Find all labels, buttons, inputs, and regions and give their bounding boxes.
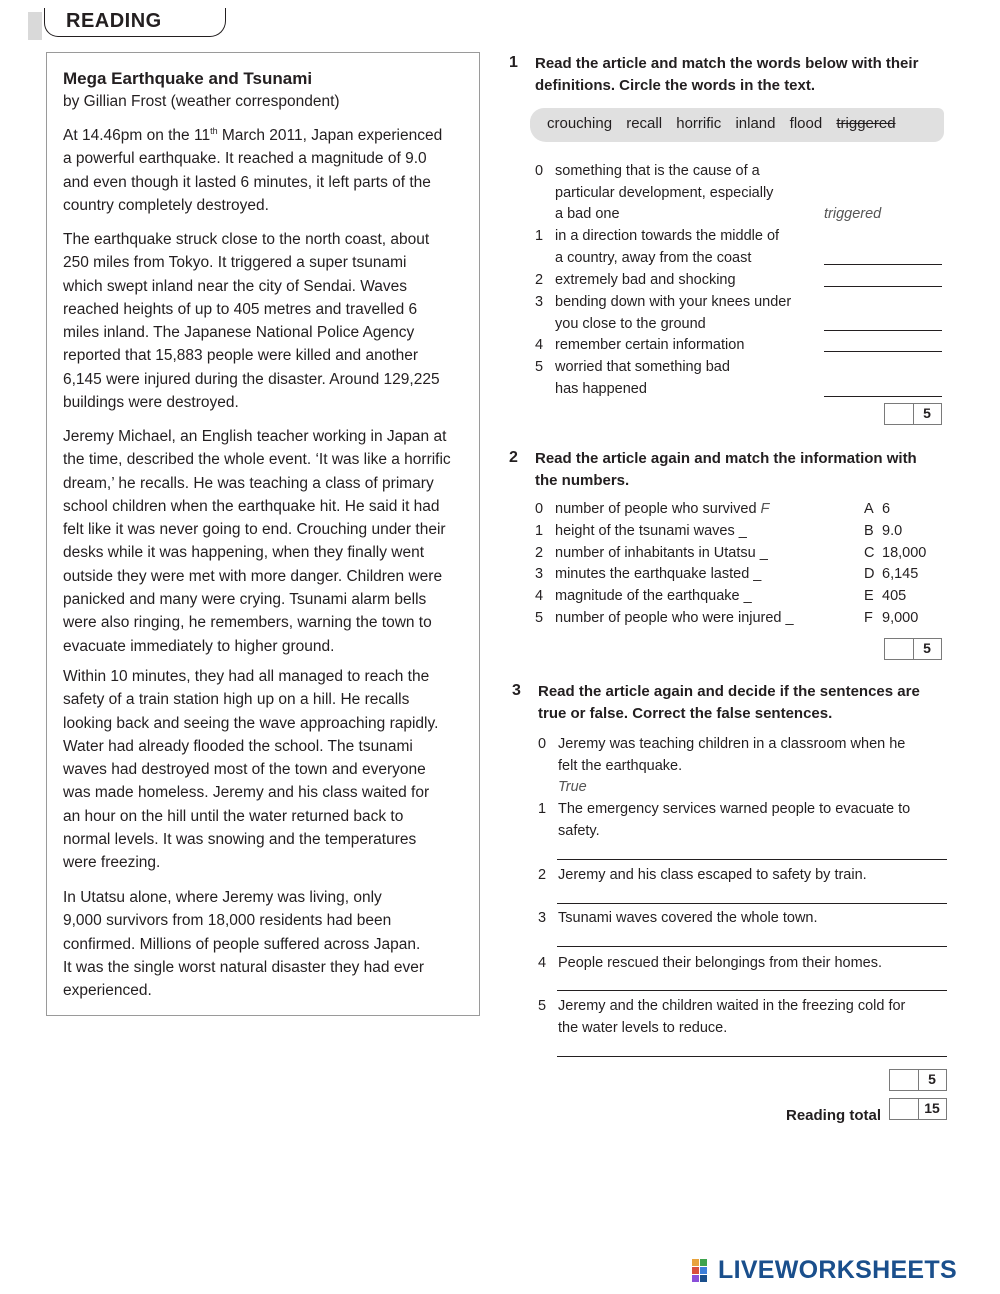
paragraph-line: Water had already flooded the school. The tsunami [63, 737, 413, 755]
paragraph-line: an hour on the hill until the water returned back to [63, 807, 404, 825]
ex2-item: 1 height of the tsunami waves _ [535, 522, 747, 539]
word-bank-word: recall [626, 115, 663, 132]
paragraph-line: were freezing. [63, 854, 161, 872]
exercise-1-number: 1 [509, 54, 518, 71]
paragraph-line: experienced. [63, 982, 152, 1000]
paragraph-line: was made homeless. Jeremy and his class waited for [63, 784, 430, 802]
ex1-answer-line-3[interactable] [824, 330, 942, 331]
ex1-item-1: 1 in a direction towards the middle of a country, away from the coast [535, 228, 780, 266]
ex2-item: 5 number of people who were injured _ [535, 609, 794, 626]
reading-total-label: Reading total [786, 1107, 882, 1124]
paragraph-line: 250 miles from Tokyo. It triggered a super tsunami [63, 254, 407, 272]
paragraph-line: country completely destroyed. [63, 196, 269, 214]
article-byline: by Gillian Frost (weather correspondent) [63, 93, 340, 110]
ex2-option: E 405 [864, 588, 907, 605]
ex3-answer-line-1[interactable] [557, 859, 947, 860]
paragraph-line: Jeremy Michael, an English teacher working in Japan at [63, 428, 447, 445]
reading-total-box: 15 [889, 1098, 947, 1120]
ex2-item: 2 number of inhabitants in Utatsu _ [535, 544, 768, 561]
paragraph-line: looking back and seeing the wave approaching rapidly. [63, 714, 439, 732]
ex1-item-2: 2 extremely bad and shocking [535, 272, 736, 288]
article-paragraph-2 [63, 228, 473, 414]
ex1-example-answer: triggered [824, 206, 882, 222]
ex3-item-3: 3 Tsunami waves covered the whole town. [538, 910, 818, 926]
paragraph-line: The earthquake struck close to the north coast, about [63, 231, 430, 248]
paragraph-line: were also ringing, he remembers, warning the town to [63, 614, 432, 632]
paragraph-line: reached heights of up to 405 metres and travelled 6 [63, 300, 418, 318]
ex1-item-3: 3 bending down with your knees under you close to the ground [535, 294, 792, 332]
paragraph-line: school children when the earthquake hit. He said it had [63, 497, 440, 515]
paragraph-line: At 14.46pm on the 11th March 2011, Japan experienced [63, 126, 443, 144]
paragraph-line: felt like it was never going to end. Crouching under their [63, 521, 446, 539]
paragraph-line: miles inland. The Japanese National Police Agency [63, 324, 415, 342]
ex1-answer-line-1[interactable] [824, 264, 942, 265]
ex2-items [535, 499, 794, 630]
paragraph-line: 6,145 were injured during the disaster. Around 129,225 [63, 370, 440, 388]
paragraph-line: In Utatsu alone, where Jeremy was living, only [63, 889, 382, 906]
paragraph-line: the time, described the whole event. ‘It was like a horrific [63, 451, 451, 469]
ex3-answer-line-3[interactable] [557, 946, 947, 947]
paragraph-line: Within 10 minutes, they had all managed to reach the [63, 668, 430, 685]
ex3-item-1: 1 The emergency services warned people to evacuate to safety. [538, 801, 911, 839]
paragraph-line: normal levels. It was snowing and the temperatures [63, 831, 417, 849]
ex2-item: 3 minutes the earthquake lasted _ [535, 566, 762, 583]
ex3-answer-line-5[interactable] [557, 1056, 947, 1057]
paragraph-line: which swept inland near the city of Sendai. Waves [63, 277, 408, 295]
paragraph-line: outside they were met with more danger. Children were [63, 567, 443, 585]
exercise-2-instruction: Read the article again and match the information with the numbers. [535, 450, 917, 489]
ex2-item: 4 magnitude of the earthquake _ [535, 588, 752, 605]
section-title: READING [66, 10, 162, 32]
article-paragraph-1 [63, 124, 473, 217]
paragraph-line: 9,000 survivors from 18,000 residents had been [63, 912, 392, 930]
article-paragraph-3 [63, 425, 473, 658]
ex2-options [864, 499, 926, 630]
exercise-3-number: 3 [512, 682, 521, 699]
ex2-option: C 18,000 [864, 544, 927, 561]
ex2-option: D 6,145 [864, 566, 919, 583]
exercise-2-number: 2 [509, 449, 518, 466]
liveworksheets-logo-icon [692, 1259, 716, 1283]
word-bank-word: flood [789, 115, 823, 132]
word-bank-word: crouching [547, 115, 613, 132]
paragraph-line: reported that 15,883 people were killed and another [63, 347, 419, 365]
ex1-item-0: 0 something that is the cause of a particular development, especially a bad one [535, 163, 774, 222]
word-bank-word-used: triggered [836, 115, 896, 132]
ex2-option: F 9,000 [864, 609, 919, 626]
ex3-answer-line-4[interactable] [557, 990, 947, 991]
ex1-item-5: 5 worried that something bad has happened [535, 359, 730, 397]
ex3-answer-line-2[interactable] [557, 903, 947, 904]
exercise-3-instruction: Read the article again and decide if the sentences are true or false. Correct the false sentences. [538, 683, 920, 722]
article-title: Mega Earthquake and Tsunami [63, 69, 313, 88]
ex1-item-4: 4 remember certain information [535, 337, 745, 353]
paragraph-line: a powerful earthquake. It reached a magnitude of 9.0 [63, 150, 427, 168]
ex2-score-box: 5 [884, 638, 942, 660]
ex2-option: A 6 [864, 501, 891, 517]
ex3-item-0: 0 Jeremy was teaching children in a classroom when he felt the earthquake. True [538, 736, 906, 795]
paragraph-line: panicked and many were crying. Tsunami alarm bells [63, 591, 427, 609]
exercise-1-instruction: Read the article and match the words below with their definitions. Circle the words in the text. [535, 55, 919, 94]
header-marker [28, 12, 42, 40]
paragraph-line: confirmed. Millions of people suffered across Japan. [63, 935, 421, 953]
paragraph-line: desks while it was happening, when they finally went [63, 544, 425, 562]
paragraph-line: evacuate immediately to higher ground. [63, 637, 335, 655]
ex3-score-box: 5 [889, 1069, 947, 1091]
paragraph-line: It was the single worst natural disaster they had ever [63, 958, 424, 976]
ex3-item-2: 2 Jeremy and his class escaped to safety by train. [538, 867, 867, 883]
article-paragraph-5 [63, 886, 473, 1002]
ex3-example-answer: True [558, 779, 587, 795]
word-bank [547, 115, 906, 132]
ex1-answer-line-2[interactable] [824, 286, 942, 287]
ex1-answer-line-4[interactable] [824, 351, 942, 352]
paragraph-line: waves had destroyed most of the town and everyone [63, 761, 426, 779]
ex3-item-5: 5 Jeremy and the children waited in the freezing cold for the water levels to reduce. [538, 998, 906, 1036]
paragraph-line: buildings were destroyed. [63, 394, 239, 412]
word-bank-word: horrific [676, 115, 722, 132]
paragraph-line: and even though it lasted 6 minutes, it left parts of the [63, 173, 431, 191]
ex1-score-box: 5 [884, 403, 942, 425]
liveworksheets-logo[interactable]: LIVEWORKSHEETS [718, 1256, 957, 1284]
ex2-option: B 9.0 [864, 522, 903, 539]
ex1-answer-line-5[interactable] [824, 396, 942, 397]
word-bank-word: inland [735, 115, 776, 132]
ex2-item: 0 number of people who survived F [535, 501, 770, 517]
article-paragraph-4 [63, 665, 473, 875]
ex3-item-4: 4 People rescued their belongings from their homes. [538, 955, 883, 971]
paragraph-line: safety of a train station high up on a hill. He recalls [63, 691, 410, 709]
paragraph-line: dream,’ he recalls. He was teaching a class of primary [63, 474, 434, 492]
